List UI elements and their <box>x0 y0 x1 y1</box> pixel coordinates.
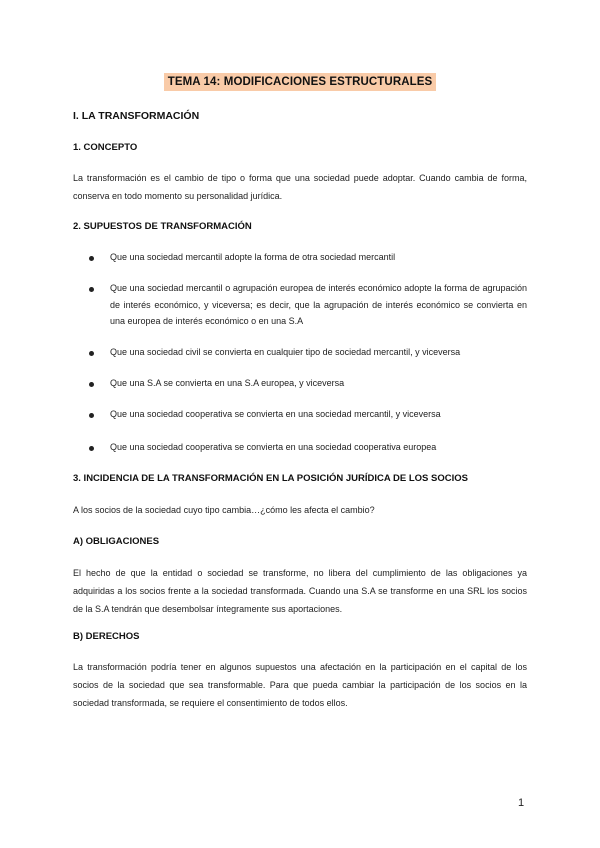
bullet-icon <box>89 382 94 387</box>
heading-incidencia: 3. INCIDENCIA DE LA TRANSFORMACIÓN EN LA POSICIÓN JURÍDICA DE LOS SOCIOS <box>73 473 468 484</box>
title-wrapper <box>0 72 600 91</box>
bullet-icon <box>89 287 94 292</box>
bullet-icon <box>89 256 94 261</box>
list-item-text: Que una sociedad mercantil adopte la forma de otra sociedad mercantil <box>110 252 396 262</box>
list-item-text: Que una sociedad cooperativa se convierta en una sociedad mercantil, y viceversa <box>110 409 441 419</box>
document-title: TEMA 14: MODIFICACIONES ESTRUCTURALES <box>164 73 437 91</box>
list-item-text: Que una sociedad civil se convierta en cualquier tipo de sociedad mercantil, y viceversa <box>110 347 461 357</box>
page-number: 1 <box>518 797 525 809</box>
heading-concepto: 1. CONCEPTO <box>73 142 138 153</box>
bullet-icon <box>89 413 94 418</box>
list-item-text: Que una sociedad mercantil o agrupación europea de interés económico adopte la forma de agrupación de interés económico, y viceversa; es decir, que la agrupación de interés económico se convierta en una europea de interés económico o en una S.A <box>110 283 527 326</box>
paragraph-concepto: La transformación es el cambio de tipo o forma que una sociedad puede adoptar. Cuando cambia de forma, conserva en todo momento su personalidad jurídica. <box>73 173 527 201</box>
bullet-icon <box>89 446 94 451</box>
paragraph-derechos: La transformación podría tener en algunos supuestos una afectación en la participación en el capital de los socios de la sociedad que sea transformable. Para que pueda cambiar la participación de los socios en la sociedad transformada, se requiere el consentimiento de todos ellos. <box>73 662 527 708</box>
section-heading-transformacion: I. LA TRANSFORMACIÓN <box>73 110 200 122</box>
heading-derechos: B) DERECHOS <box>73 631 140 642</box>
bullet-icon <box>89 351 94 356</box>
list-item-text: Que una sociedad cooperativa se convierta en una sociedad cooperativa europea <box>110 442 437 452</box>
list-item-text: Que una S.A se convierta en una S.A europea, y viceversa <box>110 378 345 388</box>
paragraph-obligaciones: El hecho de que la entidad o sociedad se transforme, no libera del cumplimiento de las obligaciones ya adquiridas a los socios frente a la sociedad transformada. Cuando una S.A se transforme en una SRL los socios de la S.A tendrán que desembolsar íntegramente sus aportaciones. <box>73 568 527 614</box>
paragraph-incidencia: A los socios de la sociedad cuyo tipo cambia…¿cómo les afecta el cambio? <box>73 505 375 515</box>
heading-obligaciones: A) OBLIGACIONES <box>73 536 160 547</box>
heading-supuestos: 2. SUPUESTOS DE TRANSFORMACIÓN <box>73 221 252 232</box>
